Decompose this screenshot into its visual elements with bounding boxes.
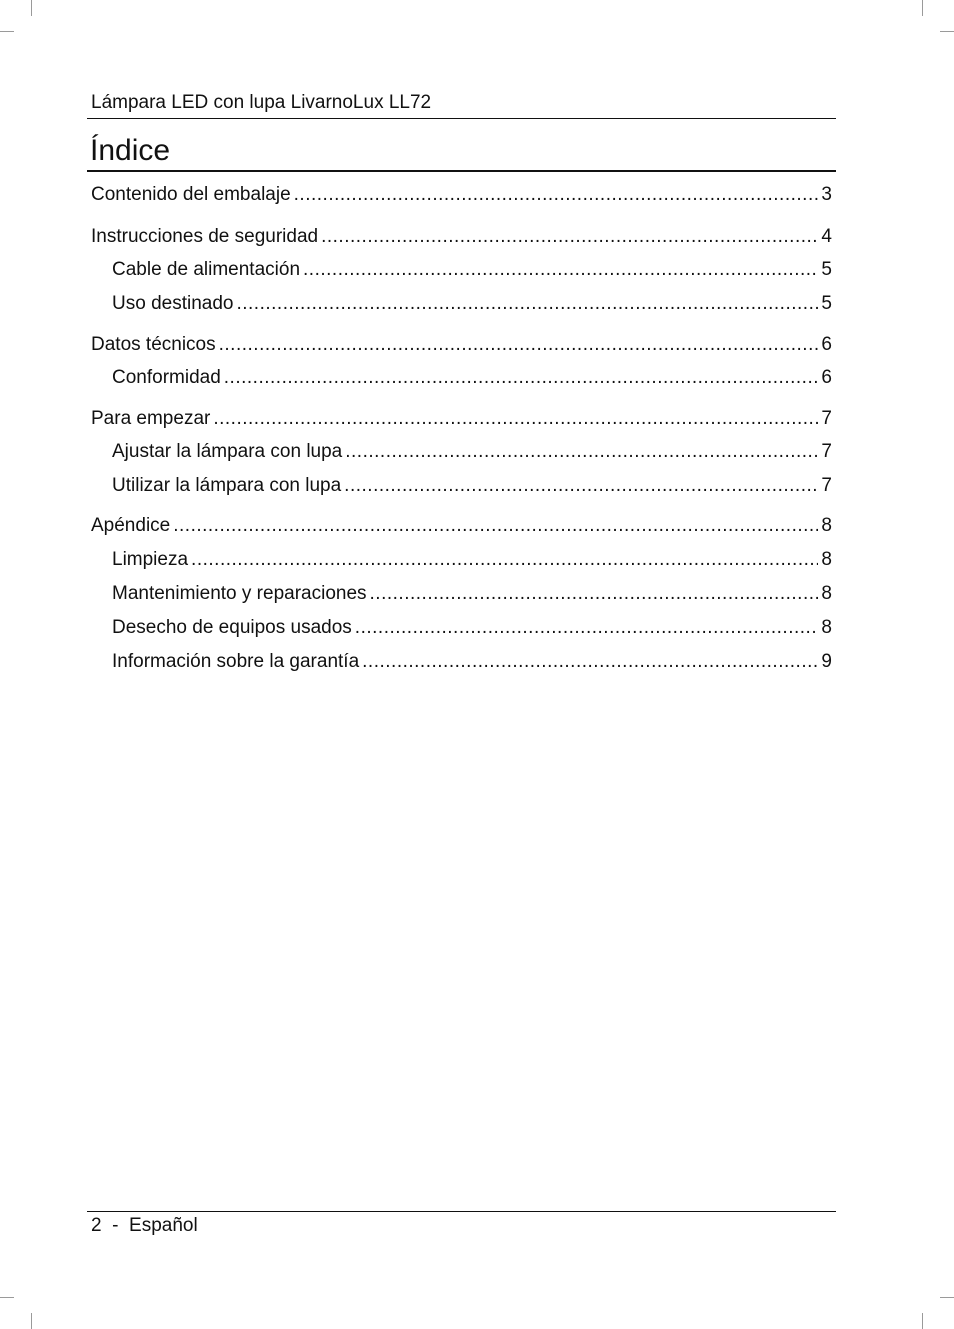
toc-dot-leader [321,225,818,249]
toc-entry-label: Apéndice [91,515,171,536]
toc-entry-label: Limpieza [112,549,189,570]
toc-dot-leader [362,650,818,674]
toc-entry-label: Datos técnicos [91,334,216,355]
toc-subentry[interactable] [112,258,832,282]
toc-entry-label: Conformidad [112,367,221,388]
crop-mark [922,0,923,16]
toc-dot-leader [236,292,818,316]
footer-page-number: 2 [91,1215,102,1236]
toc-entry-label: Utilizar la lámpara con lupa [112,475,342,496]
toc-entry[interactable] [91,333,832,357]
footer-divider [87,1211,836,1212]
toc-dot-leader [303,258,818,282]
toc-subentry[interactable] [112,650,832,674]
toc-entry-label: Información sobre la garantía [112,651,360,672]
running-header: Lámpara LED con lupa LivarnoLux LL72 [91,92,432,113]
footer-language: Español [129,1215,198,1236]
toc-dot-leader [345,440,818,464]
header-divider [87,118,836,119]
toc-entry-page: 8 [821,549,832,570]
toc-entry-page: 7 [821,475,832,496]
crop-mark [922,1313,923,1329]
toc-dot-leader [191,548,818,572]
toc-entry-page: 6 [821,367,832,388]
toc-subentry[interactable] [112,616,832,640]
toc-subentry[interactable] [112,548,832,572]
toc-entry-label: Ajustar la lámpara con lupa [112,441,343,462]
crop-mark [31,0,32,16]
toc-entry-label: Contenido del embalaje [91,184,291,205]
toc-entry-page: 5 [821,259,832,280]
toc-dot-leader [213,407,818,431]
crop-mark [31,1313,32,1329]
toc-entry-page: 4 [821,226,832,247]
toc-dot-leader [370,582,818,606]
toc-entry-label: Desecho de equipos usados [112,617,352,638]
crop-mark [0,1297,14,1298]
toc-subentry[interactable] [112,366,832,390]
toc-entry-page: 8 [821,583,832,604]
toc-entry-page: 6 [821,334,832,355]
toc-entry[interactable] [91,514,832,538]
toc-entry[interactable] [91,225,832,249]
toc-subentry[interactable] [112,474,832,498]
footer-separator: - [112,1215,119,1236]
toc-entry-page: 5 [821,293,832,314]
toc-subentry[interactable] [112,440,832,464]
page-title: Índice [90,134,171,167]
toc-entry-page: 8 [821,515,832,536]
toc-dot-leader [173,514,818,538]
crop-mark [0,31,14,32]
toc-entry-label: Uso destinado [112,293,234,314]
toc-entry[interactable] [91,407,832,431]
page-footer [91,1215,198,1237]
toc-entry-page: 9 [821,651,832,672]
toc-entry-label: Mantenimiento y reparaciones [112,583,367,604]
toc-dot-leader [355,616,818,640]
toc-subentry[interactable] [112,292,832,316]
toc-dot-leader [344,474,818,498]
toc-entry-label: Instrucciones de seguridad [91,226,319,247]
crop-mark [940,1297,954,1298]
toc-entry[interactable] [91,183,832,207]
toc-entry-page: 8 [821,617,832,638]
toc-dot-leader [219,333,818,357]
toc-entry-page: 7 [821,441,832,462]
toc-dot-leader [224,366,818,390]
toc-subentry[interactable] [112,582,832,606]
toc-entry-label: Cable de alimentación [112,259,301,280]
toc-dot-leader [294,183,818,207]
toc-entry-label: Para empezar [91,408,211,429]
title-divider [87,170,836,172]
toc-entry-page: 3 [821,184,832,205]
crop-mark [940,31,954,32]
toc-entry-page: 7 [821,408,832,429]
